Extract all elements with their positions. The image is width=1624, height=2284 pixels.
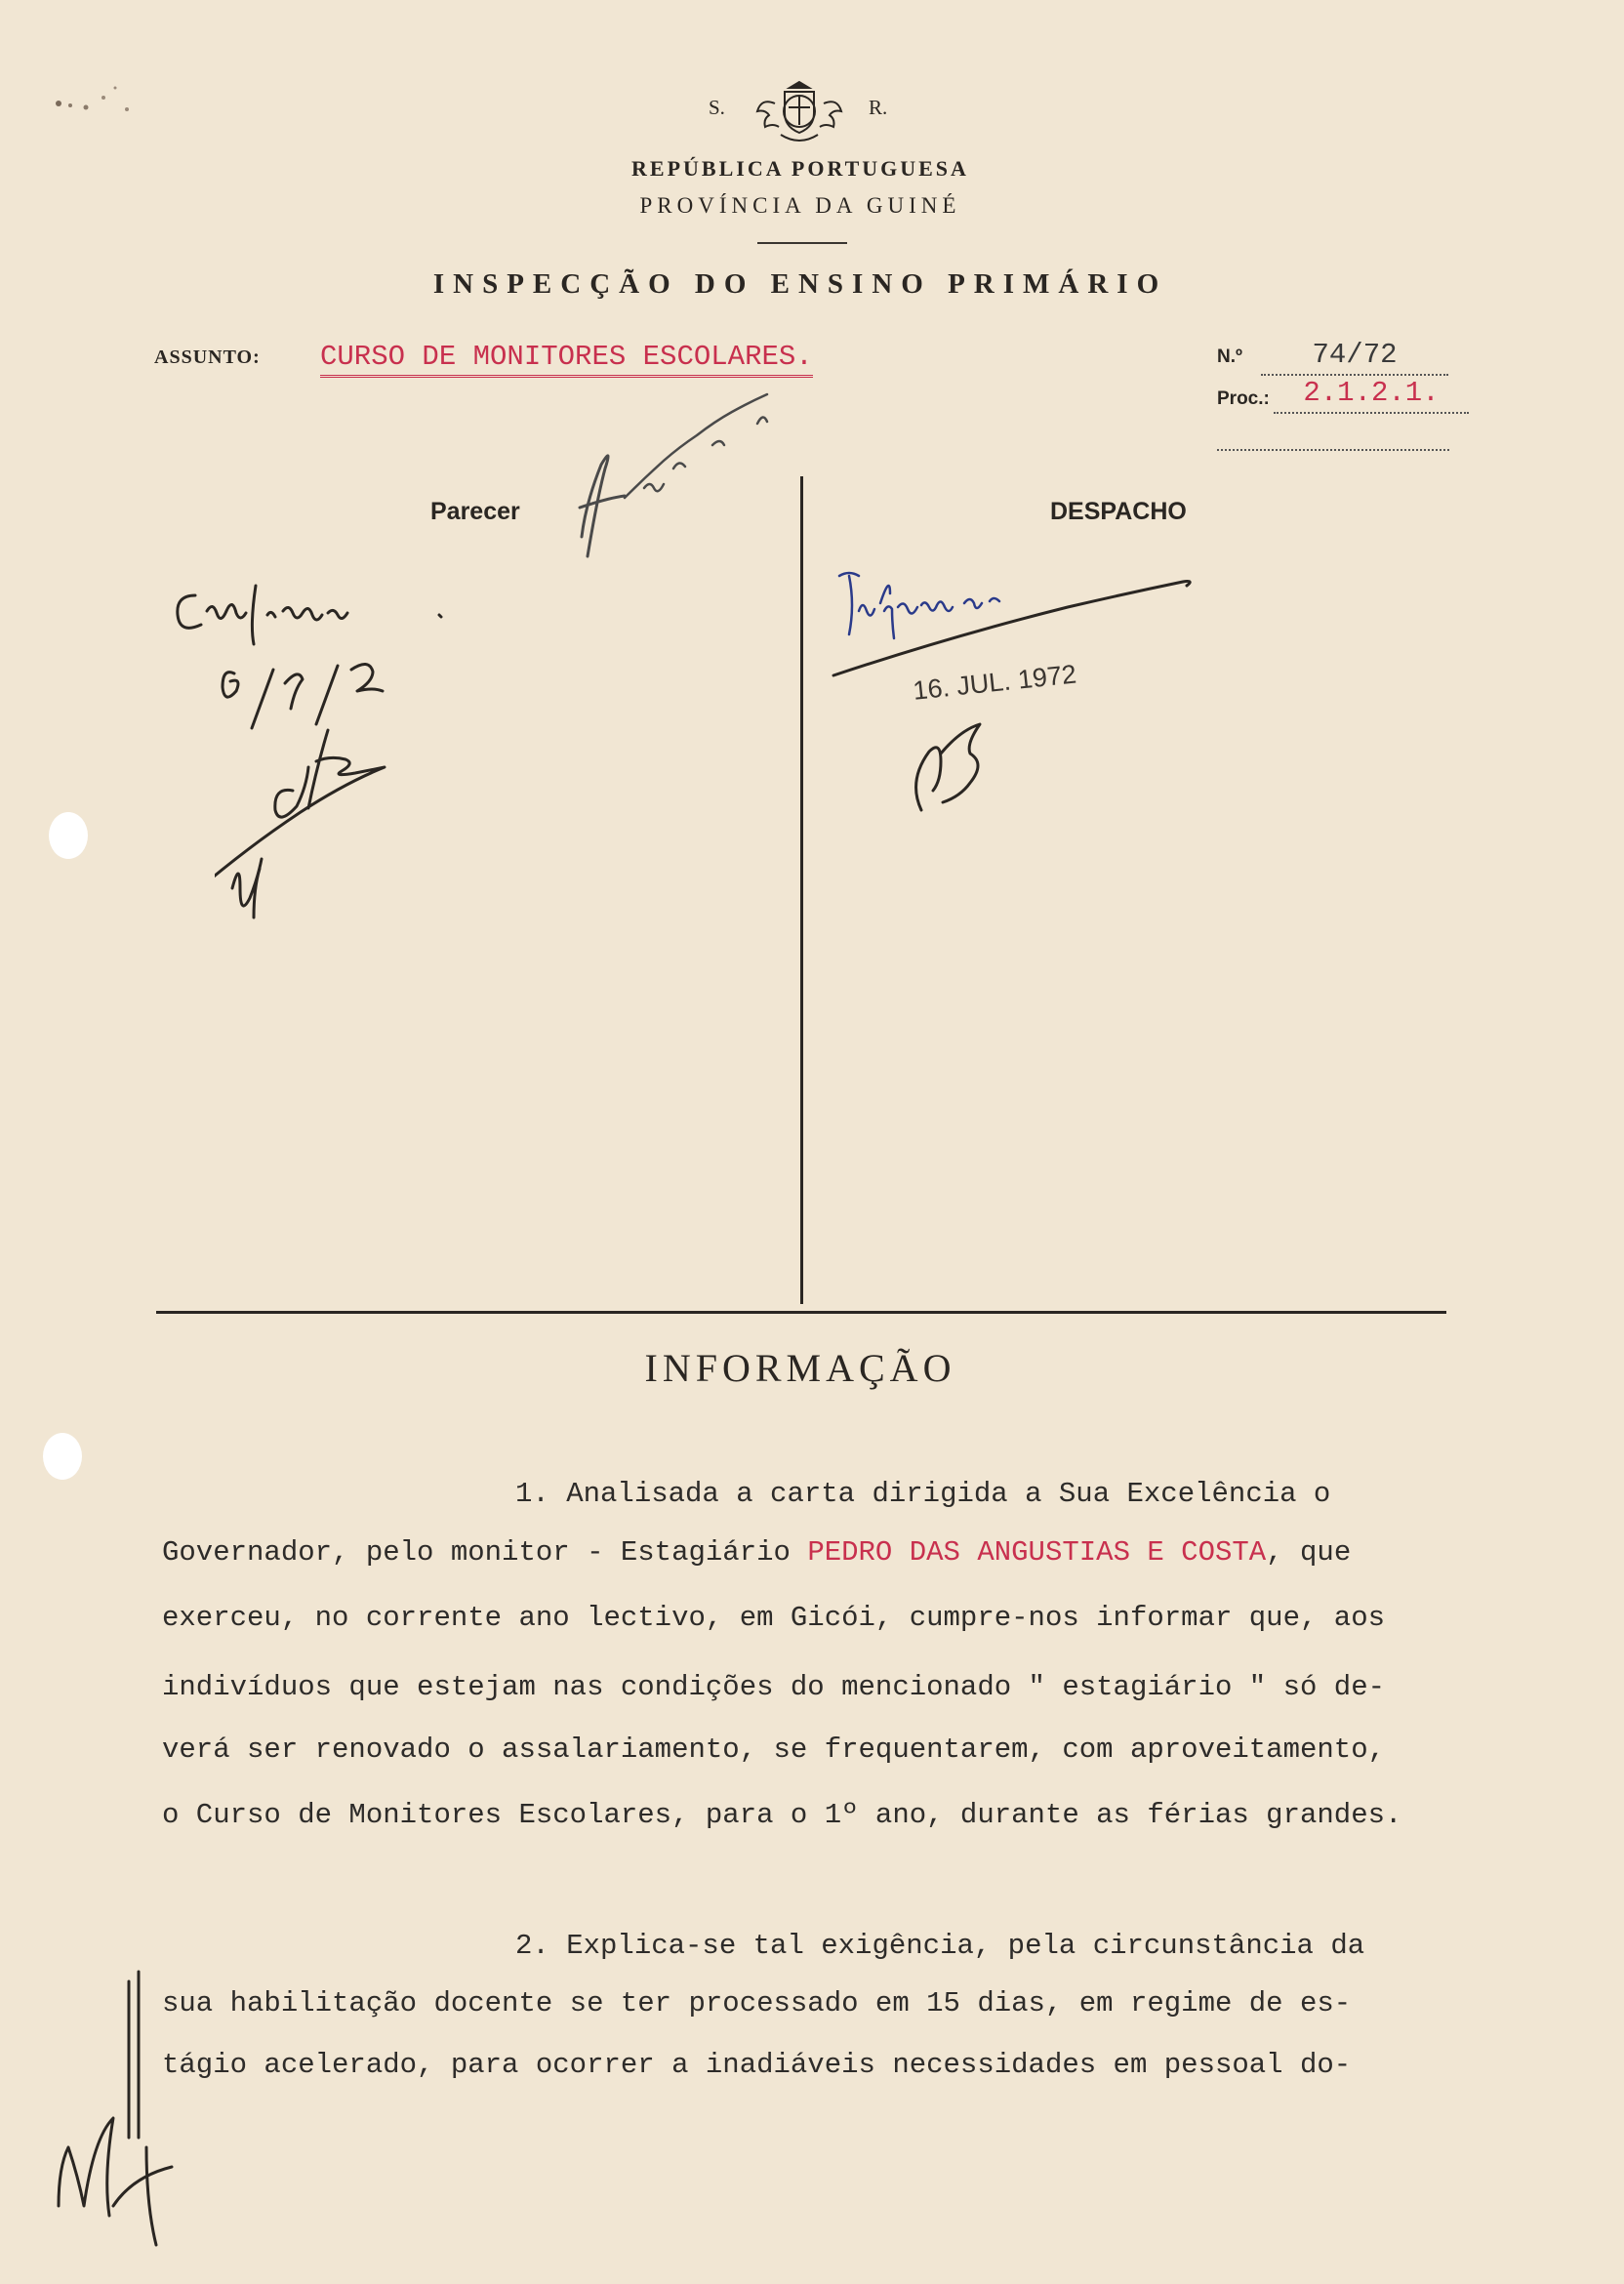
number-label: N.º	[1217, 347, 1242, 367]
republic-heading: REPÚBLICA PORTUGUESA	[631, 156, 969, 181]
blank-dotted-line	[1217, 449, 1449, 451]
binder-hole-upper	[49, 812, 88, 859]
handwritten-signature-parecer	[215, 722, 508, 927]
subject-value: CURSO DE MONITORES ESCOLARES.	[320, 340, 813, 378]
student-name: PEDRO DAS ANGUSTIAS E COSTA	[807, 1536, 1267, 1569]
coat-of-arms-icon	[751, 74, 847, 150]
paragraph-1-line-1: 1. Analisada a carta dirigida a Sua Excelência o	[515, 1478, 1331, 1510]
sr-right-letter: R.	[869, 96, 888, 119]
date-stamp: 16. JUL. 1972	[912, 659, 1078, 706]
handwritten-antecedentes	[566, 390, 820, 566]
ink-smudge-marks	[39, 68, 156, 127]
paragraph-1-line-4: indivíduos que estejam nas condições do mencionado " estagiário " só de-	[162, 1671, 1386, 1703]
subject-label: ASSUNTO:	[154, 347, 261, 368]
informacao-title: INFORMAÇÃO	[644, 1346, 956, 1390]
department-heading: INSPECÇÃO DO ENSINO PRIMÁRIO	[432, 268, 1168, 300]
despacho-label: DESPACHO	[1050, 498, 1187, 525]
process-label: Proc.:	[1217, 388, 1270, 409]
paragraph-1-line-2	[162, 1536, 1351, 1569]
column-divider	[800, 476, 803, 1304]
paragraph-1-line-2-end: , que	[1266, 1536, 1352, 1569]
binder-hole-lower	[43, 1433, 82, 1480]
sr-left-letter: S.	[709, 96, 725, 119]
paragraph-1-line-6: o Curso de Monitores Escolares, para o 1º ano, durante as férias grandes.	[162, 1799, 1402, 1831]
header-divider	[757, 242, 847, 244]
paragraph-1-line-5: verá ser renovado o assalariamento, se frequentarem, com aproveitamento,	[162, 1733, 1386, 1766]
paragraph-2-line-3: tágio acelerado, para ocorrer a inadiáveis necessidades em pessoal do-	[162, 2049, 1352, 2081]
parecer-label: Parecer	[430, 498, 520, 525]
handwritten-margin-mark	[49, 1962, 195, 2255]
paragraph-1-line-3: exerceu, no corrente ano lectivo, em Gicói, cumpre-nos informar que, aos	[162, 1602, 1386, 1634]
province-heading: PROVÍNCIA DA GUINÉ	[639, 193, 961, 218]
handwritten-signature-despacho	[898, 703, 1035, 820]
paragraph-2-line-2: sua habilitação docente se ter processado em 15 dias, em regime de es-	[162, 1987, 1352, 2019]
number-value: 74/72	[1261, 337, 1448, 376]
section-divider	[156, 1311, 1446, 1314]
paragraph-2-line-1: 2. Explica-se tal exigência, pela circunstância da	[515, 1930, 1365, 1962]
paragraph-1-line-2-start: Governador, pelo monitor - Estagiário	[162, 1536, 808, 1569]
process-value: 2.1.2.1.	[1274, 375, 1469, 414]
